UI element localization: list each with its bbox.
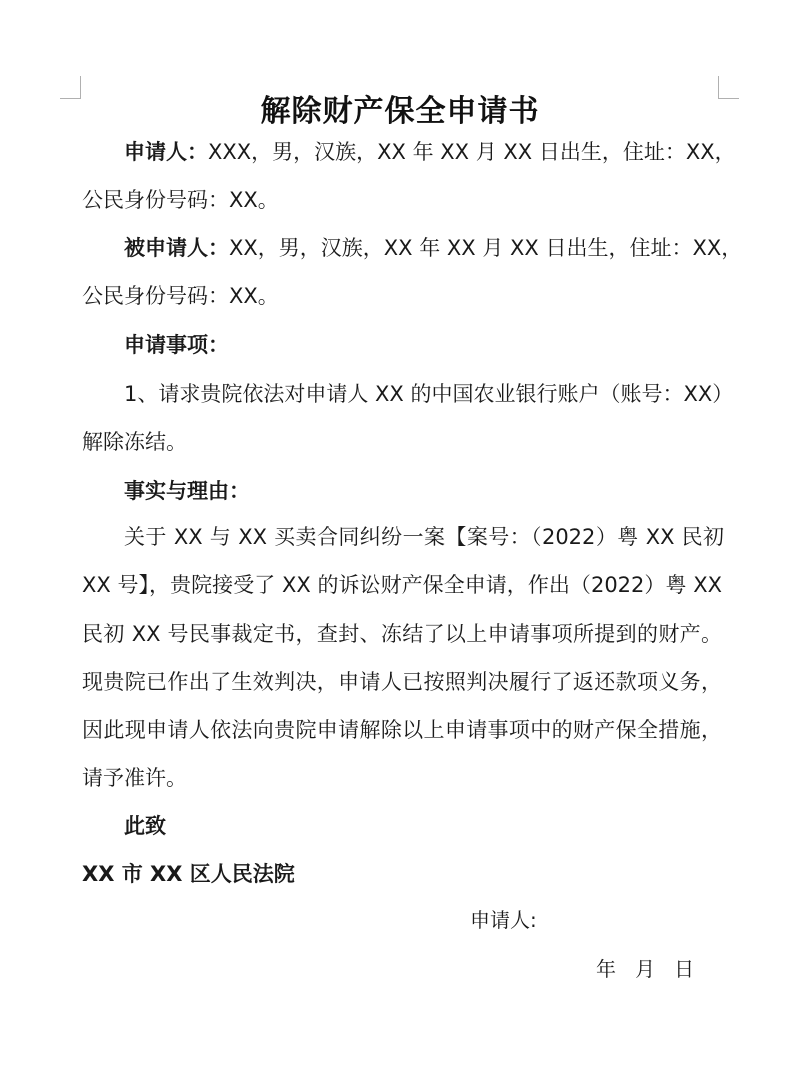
facts-line-6: 请予准许。 <box>82 766 187 790</box>
facts-line-4: 现贵院已作出了生效判决，申请人已按照判决履行了返还款项义务， <box>82 670 722 694</box>
respondent-details: XX，男，汉族，XX 年 XX 月 XX 日出生，住址：XX， <box>229 236 743 260</box>
signature-label: 申请人: <box>470 908 537 932</box>
respondent-label: 被申请人： <box>124 236 229 260</box>
document-title: 解除财产保全申请书 <box>260 94 540 129</box>
respondent-line-1 <box>124 234 743 262</box>
facts-line-2: XX 号】，贵院接受了 XX 的诉讼财产保全申请，作出（2022）粤 XX <box>82 573 722 597</box>
facts-heading: 事实与理由： <box>124 479 250 503</box>
date-line: 年 月 日 <box>596 957 695 981</box>
matters-heading: 申请事项： <box>124 333 229 357</box>
court-name: XX 市 XX 区人民法院 <box>82 862 295 886</box>
matters-item-1-line-2: 解除冻结。 <box>82 430 187 454</box>
applicant-line-2: 公民身份号码：XX。 <box>82 188 279 212</box>
applicant-details: XXX，男，汉族，XX 年 XX 月 XX 日出生，住址：XX， <box>208 140 736 164</box>
matters-item-1-line-1: 1、请求贵院依法对申请人 XX 的中国农业银行账户（账号：XX） <box>124 382 734 406</box>
facts-line-5: 因此现申请人依法向贵院申请解除以上申请事项中的财产保全措施， <box>82 718 722 742</box>
facts-line-1: 关于 XX 与 XX 买卖合同纠纷一案【案号：（2022）粤 XX 民初 <box>124 525 724 549</box>
respondent-line-2: 公民身份号码：XX。 <box>82 284 279 308</box>
applicant-line-1 <box>124 138 736 166</box>
facts-line-3: 民初 XX 号民事裁定书，查封、冻结了以上申请事项所提到的财产。 <box>82 622 722 646</box>
salutation: 此致 <box>124 814 166 838</box>
applicant-label: 申请人： <box>124 140 208 164</box>
